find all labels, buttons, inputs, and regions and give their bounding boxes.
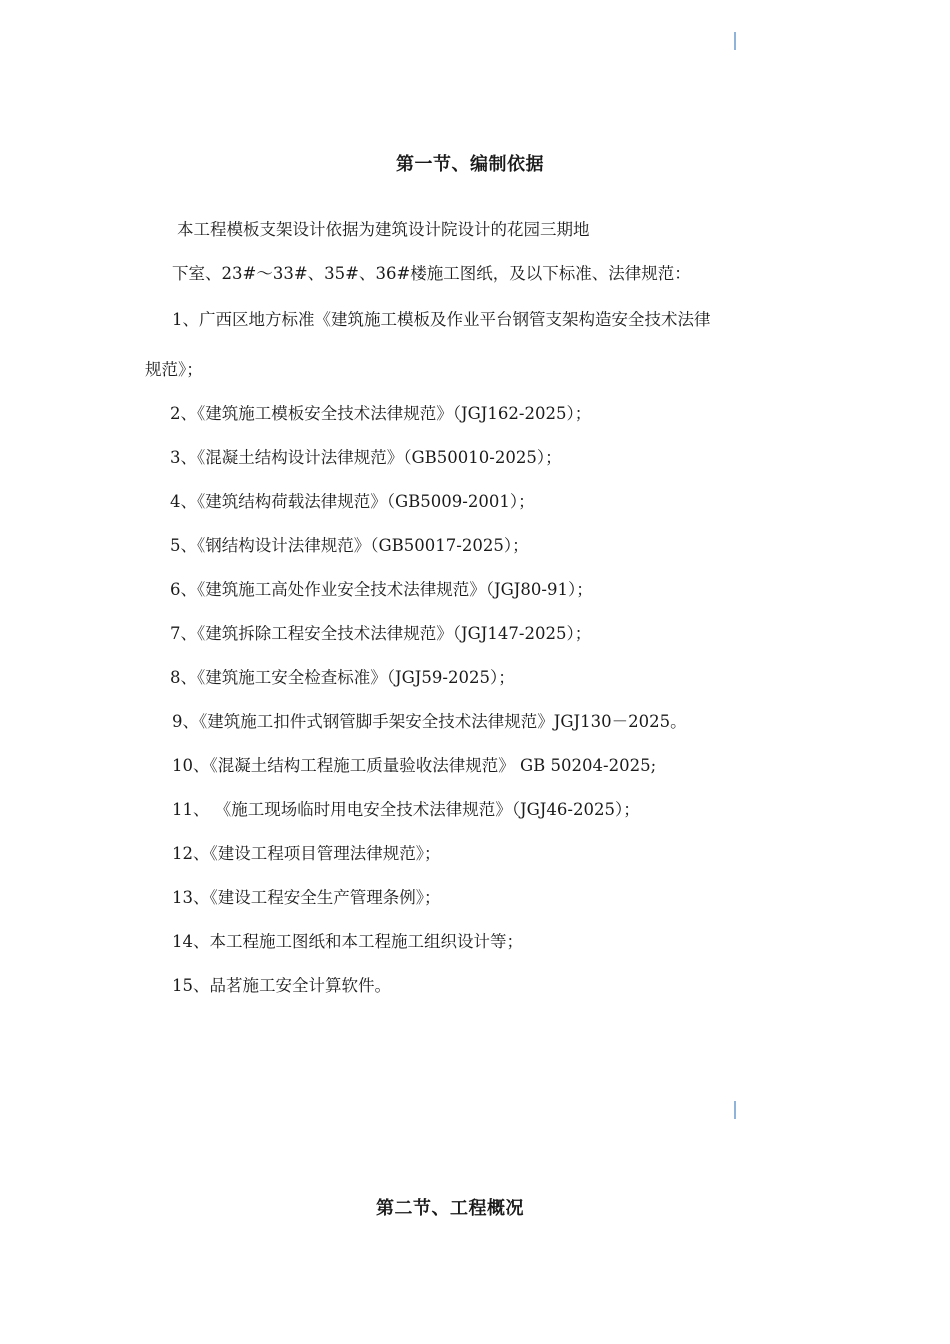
- section-heading: 第二节、工程概况: [376, 1198, 524, 1219]
- list-item: 11、 《施工现场临时用电安全技术法律规范》（JGJ46-2025）；: [172, 800, 640, 819]
- section-heading: 第一节、编制依据: [396, 154, 544, 175]
- list-item: 6、《建筑施工高处作业安全技术法律规范》（JGJ80-91）；: [170, 580, 593, 599]
- intro-line: 本工程模板支架设计依据为建筑设计院设计的花园三期地: [177, 220, 590, 239]
- list-item: 5、《钢结构设计法律规范》（GB50017-2025）；: [170, 536, 529, 555]
- list-item-continuation: 规范》；: [145, 360, 203, 379]
- intro-line: 下室、23#～33#、35#、36#楼施工图纸，及以下标准、法律规范：: [172, 264, 691, 283]
- list-item: 7、《建筑拆除工程安全技术法律规范》（JGJ147-2025）；: [170, 624, 592, 643]
- page-marker-mid: [734, 1101, 736, 1119]
- list-item: 2、《建筑施工模板安全技术法律规范》（JGJ162-2025）；: [170, 404, 592, 423]
- list-item: 1、广西区地方标准《建筑施工模板及作业平台钢管支架构造安全技术法律: [172, 310, 711, 329]
- list-item: 4、《建筑结构荷载法律规范》（GB5009-2001）；: [170, 492, 535, 511]
- list-item: 15、品茗施工安全计算软件。: [172, 976, 391, 995]
- list-item: 12、《建设工程项目管理法律规范》；: [172, 844, 441, 863]
- list-item: 8、《建筑施工安全检查标准》（JGJ59-2025）；: [170, 668, 515, 687]
- list-item: 13、《建设工程安全生产管理条例》；: [172, 888, 441, 907]
- list-item: 9、《建筑施工扣件式钢管脚手架安全技术法律规范》JGJ130－2025。: [172, 712, 687, 731]
- list-item: 3、《混凝土结构设计法律规范》（GB50010-2025）；: [170, 448, 562, 467]
- list-item: 14、本工程施工图纸和本工程施工组织设计等；: [172, 932, 523, 951]
- list-item: 10、《混凝土结构工程施工质量验收法律规范》 GB 50204-2025;: [172, 756, 657, 775]
- page-marker-top: [734, 32, 736, 50]
